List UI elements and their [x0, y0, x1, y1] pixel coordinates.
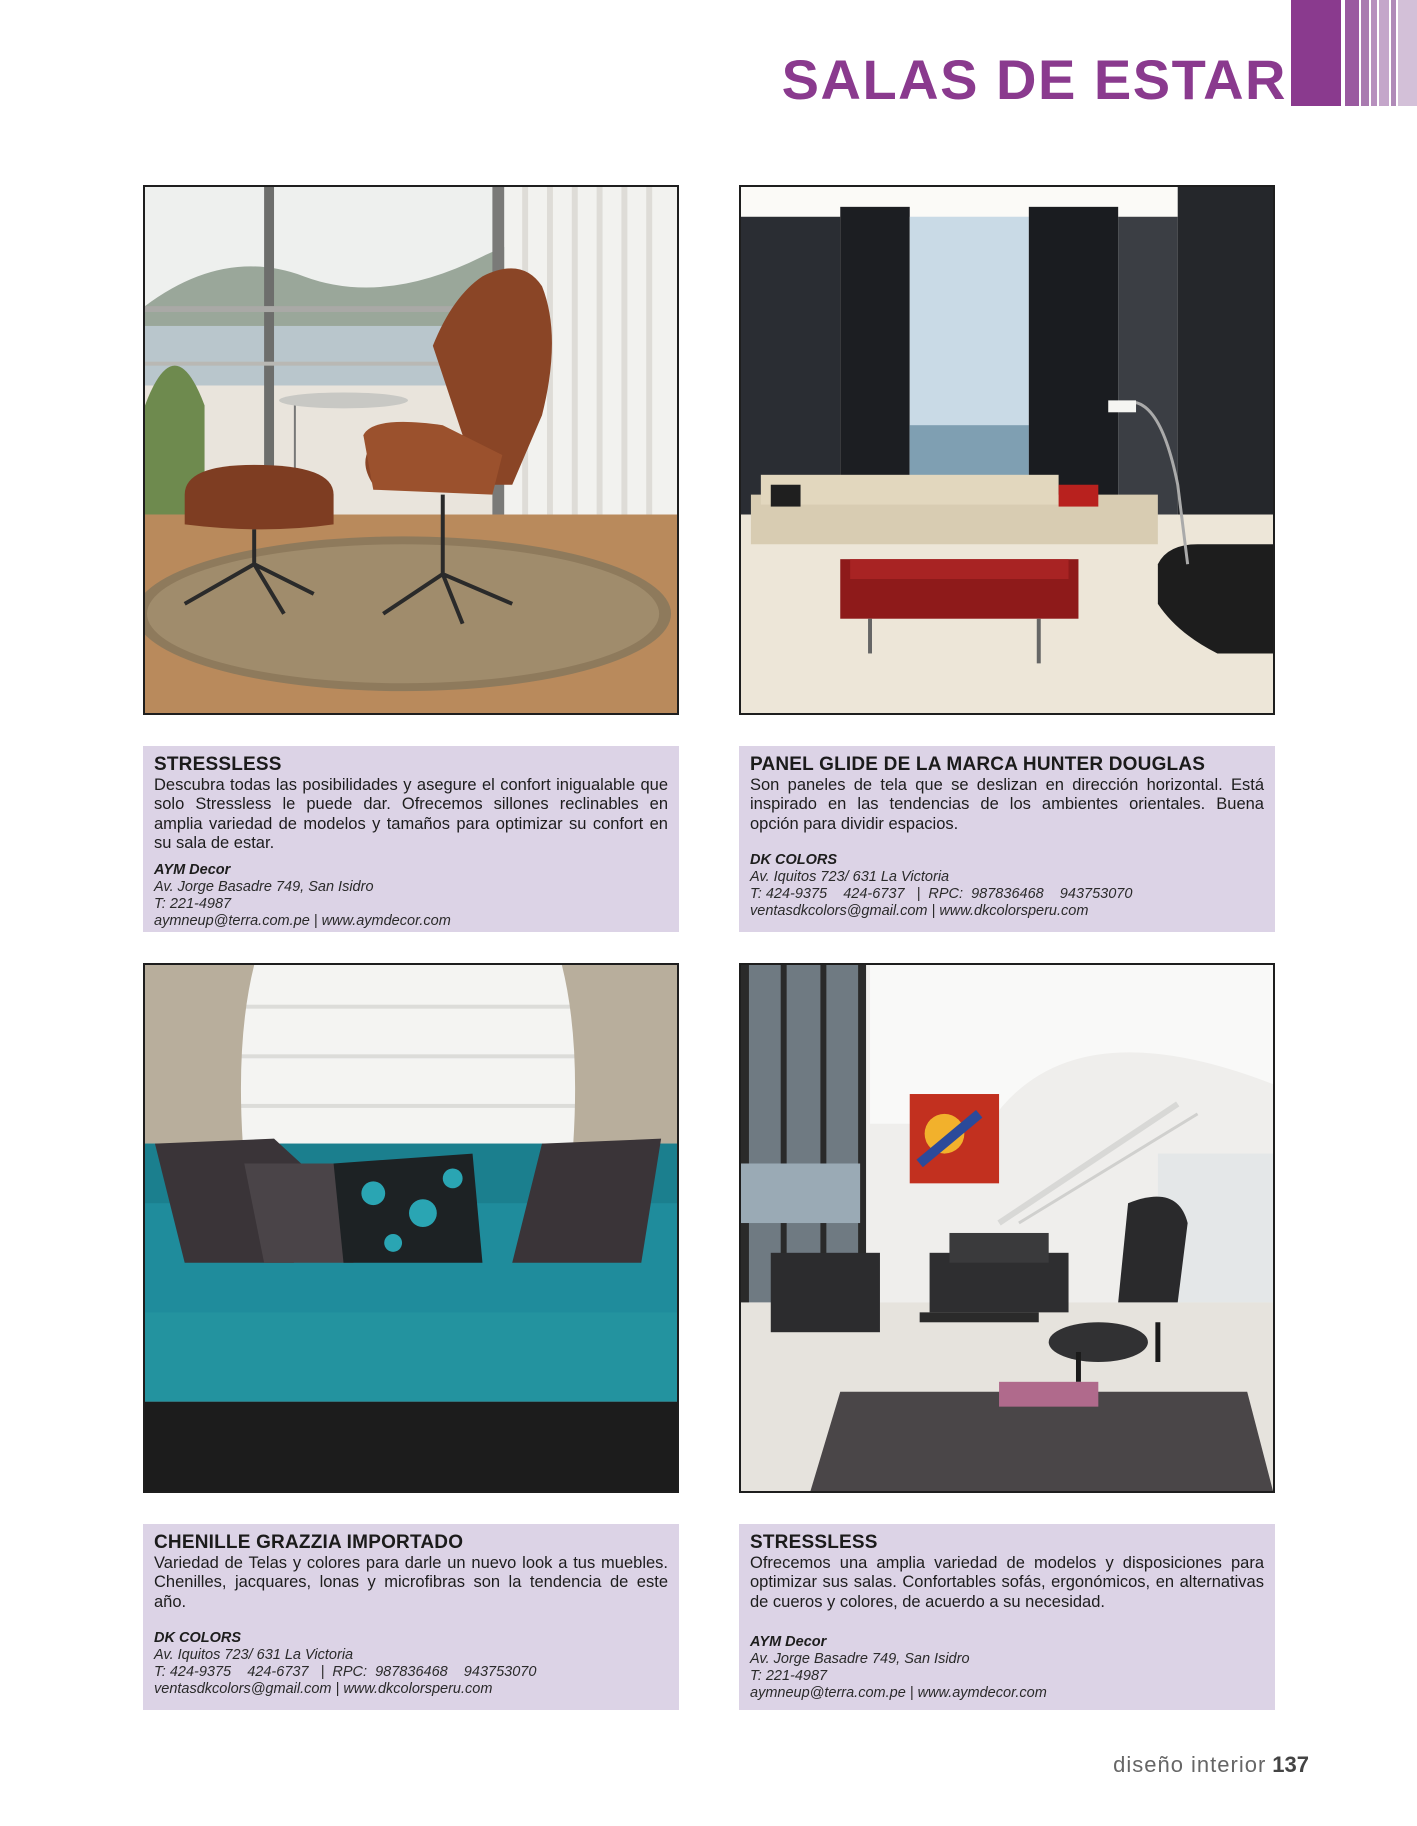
product-card-stressless-2 [739, 1524, 1275, 1710]
company-name: AYM Decor [750, 1634, 827, 1651]
company-name: AYM Decor [154, 861, 231, 878]
company-phone: T: 424-9375 424-6737 | RPC: 987836468 943753070 [750, 886, 1133, 903]
product-name: STRESSLESS [750, 1532, 878, 1553]
header-color-bars [1291, 0, 1417, 106]
company-address: Av. Jorge Basadre 749, San Isidro [750, 1651, 970, 1668]
company-address: Av. Iquitos 723/ 631 La Victoria [154, 1647, 354, 1664]
company-name: DK COLORS [750, 852, 837, 869]
company-contact[interactable]: aymneup@terra.com.pe | www.aymdecor.com [750, 1685, 1047, 1702]
company-contact[interactable]: ventasdkcolors@gmail.com | www.dkcolorsperu.com [750, 903, 1089, 920]
page-number: 137 [1272, 1752, 1309, 1777]
page-title: SALAS DE ESTAR [781, 48, 1287, 111]
photo-chenille-sofa [143, 963, 679, 1493]
company-address: Av. Jorge Basadre 749, San Isidro [154, 878, 374, 895]
page-footer [1113, 1752, 1309, 1778]
company-phone: T: 221-4987 [750, 1668, 828, 1685]
product-card-stressless-1 [143, 746, 679, 932]
company-phone: T: 221-4987 [154, 895, 232, 912]
photo-panel-glide-livingroom [739, 185, 1275, 715]
product-description: Son paneles de tela que se deslizan en dirección horizontal. Está inspirado en las tendencias de los ambientes orientales. Buena opción para dividir espacios. [750, 775, 1264, 833]
product-card-panel-glide [739, 746, 1275, 932]
company-contact[interactable]: ventasdkcolors@gmail.com | www.dkcolorsperu.com [154, 1681, 493, 1698]
product-description: Descubra todas las posibilidades y asegure el confort inigualable que solo Stressless le puede dar. Ofrecemos sillones reclinables en amplia variedad de modelos y tamaños para optimizar su confort en su sala de estar. [154, 775, 668, 853]
magazine-name: diseño interior [1113, 1752, 1267, 1777]
product-name: PANEL GLIDE DE LA MARCA HUNTER DOUGLAS [750, 754, 1206, 775]
photo-stressless-lounge [739, 963, 1275, 1493]
product-card-chenille [143, 1524, 679, 1710]
product-description: Ofrecemos una amplia variedad de modelos y disposiciones para optimizar sus salas. Confortables sofás, ergonómicos, en alternativas de cueros y colores, de acuerdo a su necesidad. [750, 1553, 1264, 1611]
company-phone: T: 424-9375 424-6737 | RPC: 987836468 943753070 [154, 1664, 537, 1681]
product-description: Variedad de Telas y colores para darle un nuevo look a tus muebles. Chenilles, jacquares, lonas y microfibras son la tendencia de este año. [154, 1553, 668, 1611]
company-contact[interactable]: aymneup@terra.com.pe | www.aymdecor.com [154, 912, 451, 929]
company-address: Av. Iquitos 723/ 631 La Victoria [750, 869, 950, 886]
photo-stressless-recliner [143, 185, 679, 715]
product-name: CHENILLE GRAZZIA IMPORTADO [154, 1532, 464, 1553]
company-name: DK COLORS [154, 1630, 241, 1647]
product-name: STRESSLESS [154, 754, 282, 775]
